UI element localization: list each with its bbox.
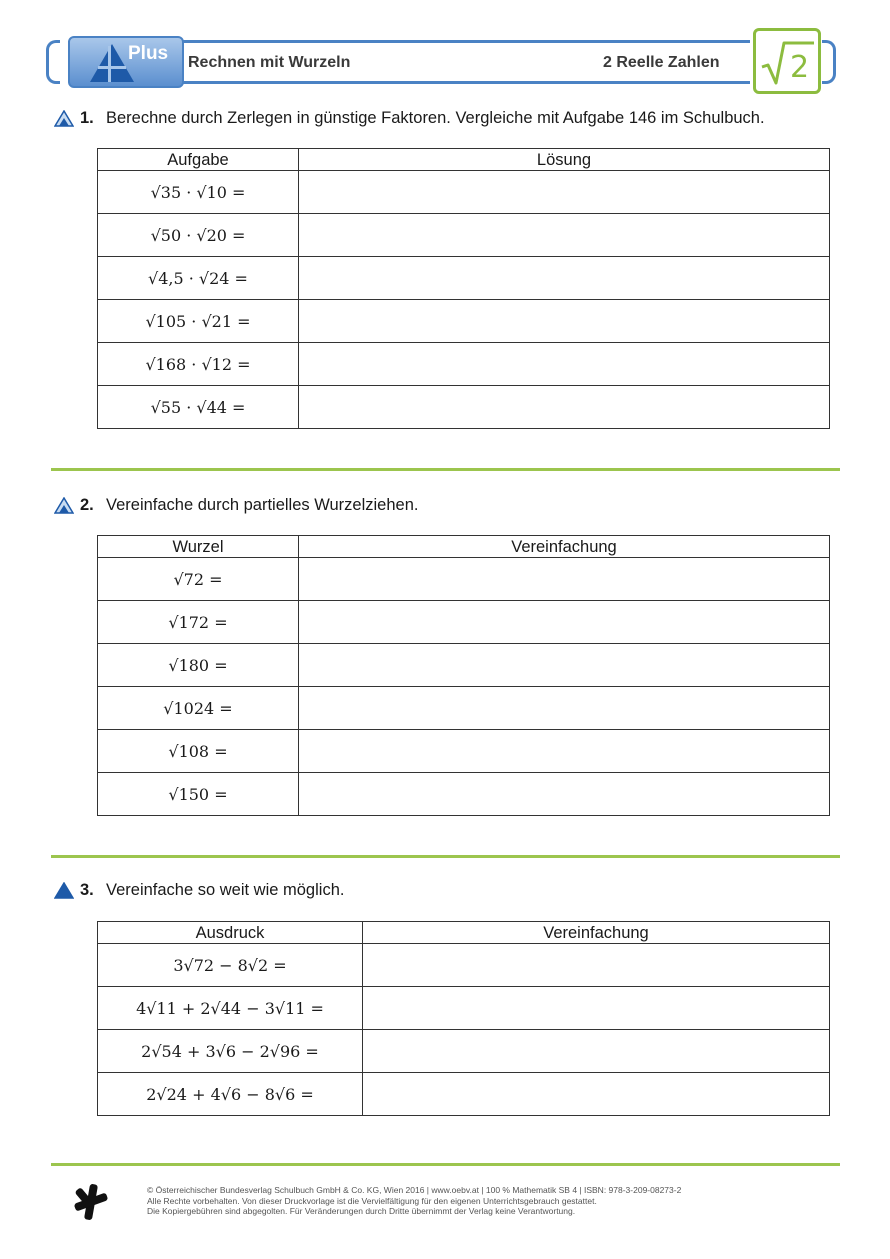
square-root-icon xyxy=(756,31,818,91)
expression-cell: 4√11 + 2√44 − 3√11 = xyxy=(98,987,363,1030)
answer-cell[interactable] xyxy=(299,558,830,601)
expression-cell: √50 · √20 = xyxy=(98,214,299,257)
header-rule-top xyxy=(182,40,750,43)
task-1-instruction: Berechne durch Zerlegen in günstige Faktoren. Vergleiche mit Aufgabe 146 im Schulbuch. xyxy=(106,109,765,127)
answer-cell[interactable] xyxy=(299,601,830,644)
task-3-number: 3. xyxy=(80,881,94,899)
expression-cell: √150 = xyxy=(98,773,299,816)
expression-cell: √1024 = xyxy=(98,687,299,730)
answer-cell[interactable] xyxy=(299,214,830,257)
table-row xyxy=(98,1030,830,1073)
task-1-table xyxy=(97,148,830,429)
answer-cell[interactable] xyxy=(363,944,830,987)
copyright-line-3: Die Kopiergebühren sind abgegolten. Für Veränderungen durch Dritte übernimmt der Verlag keine Verantwortung. xyxy=(147,1206,576,1216)
expression-cell: √35 · √10 = xyxy=(98,171,299,214)
sqrt-logo xyxy=(753,28,821,94)
answer-cell[interactable] xyxy=(299,644,830,687)
table-row xyxy=(98,171,830,214)
section-divider xyxy=(51,468,840,471)
task-2-number: 2. xyxy=(80,496,94,514)
page-title: Rechnen mit Wurzeln xyxy=(188,54,351,71)
expression-cell: √180 = xyxy=(98,644,299,687)
table-row xyxy=(98,257,830,300)
footer-divider xyxy=(51,1163,840,1166)
table-row xyxy=(98,687,830,730)
column-header-wurzel: Wurzel xyxy=(98,536,299,558)
column-header-vereinfachung: Vereinfachung xyxy=(363,922,830,944)
table-row xyxy=(98,558,830,601)
expression-cell: √172 = xyxy=(98,601,299,644)
copyright-line-1: © Österreichischer Bundesverlag Schulbuch GmbH & Co. KG, Wien 2016 | www.oebv.at | 100 % Mathematik SB 4 | ISBN: 978-3-209-08273-2 xyxy=(147,1185,682,1195)
expression-cell: √108 = xyxy=(98,730,299,773)
table-row xyxy=(98,343,830,386)
header-bracket-right xyxy=(822,40,836,84)
expression-cell: √168 · √12 = xyxy=(98,343,299,386)
expression-cell: 3√72 − 8√2 = xyxy=(98,944,363,987)
publisher-logo-icon xyxy=(72,1182,110,1222)
copyright-notice xyxy=(147,1185,681,1217)
plus-logo-label: Plus xyxy=(128,43,169,64)
task-2-table xyxy=(97,535,830,816)
column-header-ausdruck: Ausdruck xyxy=(98,922,363,944)
answer-cell[interactable] xyxy=(299,300,830,343)
expression-cell: √55 · √44 = xyxy=(98,386,299,429)
answer-cell[interactable] xyxy=(299,773,830,816)
page-header xyxy=(46,36,836,90)
answer-cell[interactable] xyxy=(299,257,830,300)
task-2-instruction: Vereinfache durch partielles Wurzelziehen. xyxy=(106,496,419,514)
task-3-instruction: Vereinfache so weit wie möglich. xyxy=(106,881,345,899)
task-3-table xyxy=(97,921,830,1116)
answer-cell[interactable] xyxy=(299,171,830,214)
table-row xyxy=(98,1073,830,1116)
table-row xyxy=(98,300,830,343)
expression-cell: √72 = xyxy=(98,558,299,601)
table-row xyxy=(98,987,830,1030)
expression-cell: √105 · √21 = xyxy=(98,300,299,343)
plus-logo xyxy=(68,36,184,88)
svg-text:2: 2 xyxy=(790,50,810,85)
table-row xyxy=(98,730,830,773)
column-header-loesung: Lösung xyxy=(299,149,830,171)
answer-cell[interactable] xyxy=(299,730,830,773)
section-divider xyxy=(51,855,840,858)
answer-cell[interactable] xyxy=(299,687,830,730)
answer-cell[interactable] xyxy=(363,987,830,1030)
expression-cell: 2√54 + 3√6 − 2√96 = xyxy=(98,1030,363,1073)
answer-cell[interactable] xyxy=(299,386,830,429)
table-row xyxy=(98,644,830,687)
copyright-line-2: Alle Rechte vorbehalten. Von dieser Druckvorlage ist die Vervielfältigung für den eigenen Unterrichtsgebrauch gestattet. xyxy=(147,1195,597,1206)
task-1-number: 1. xyxy=(80,109,94,127)
difficulty-pyramid-icon xyxy=(54,882,74,899)
header-rule-bottom xyxy=(182,81,750,84)
chapter-label: 2 Reelle Zahlen xyxy=(603,54,720,71)
difficulty-pyramid-icon xyxy=(54,110,74,127)
expression-cell: 2√24 + 4√6 − 8√6 = xyxy=(98,1073,363,1116)
answer-cell[interactable] xyxy=(299,343,830,386)
table-row xyxy=(98,944,830,987)
table-row xyxy=(98,601,830,644)
column-header-vereinfachung: Vereinfachung xyxy=(299,536,830,558)
table-row xyxy=(98,214,830,257)
table-row xyxy=(98,773,830,816)
header-bracket-left xyxy=(46,40,60,84)
answer-cell[interactable] xyxy=(363,1030,830,1073)
column-header-aufgabe: Aufgabe xyxy=(98,149,299,171)
answer-cell[interactable] xyxy=(363,1073,830,1116)
table-row xyxy=(98,386,830,429)
expression-cell: √4,5 · √24 = xyxy=(98,257,299,300)
difficulty-pyramid-icon xyxy=(54,497,74,514)
